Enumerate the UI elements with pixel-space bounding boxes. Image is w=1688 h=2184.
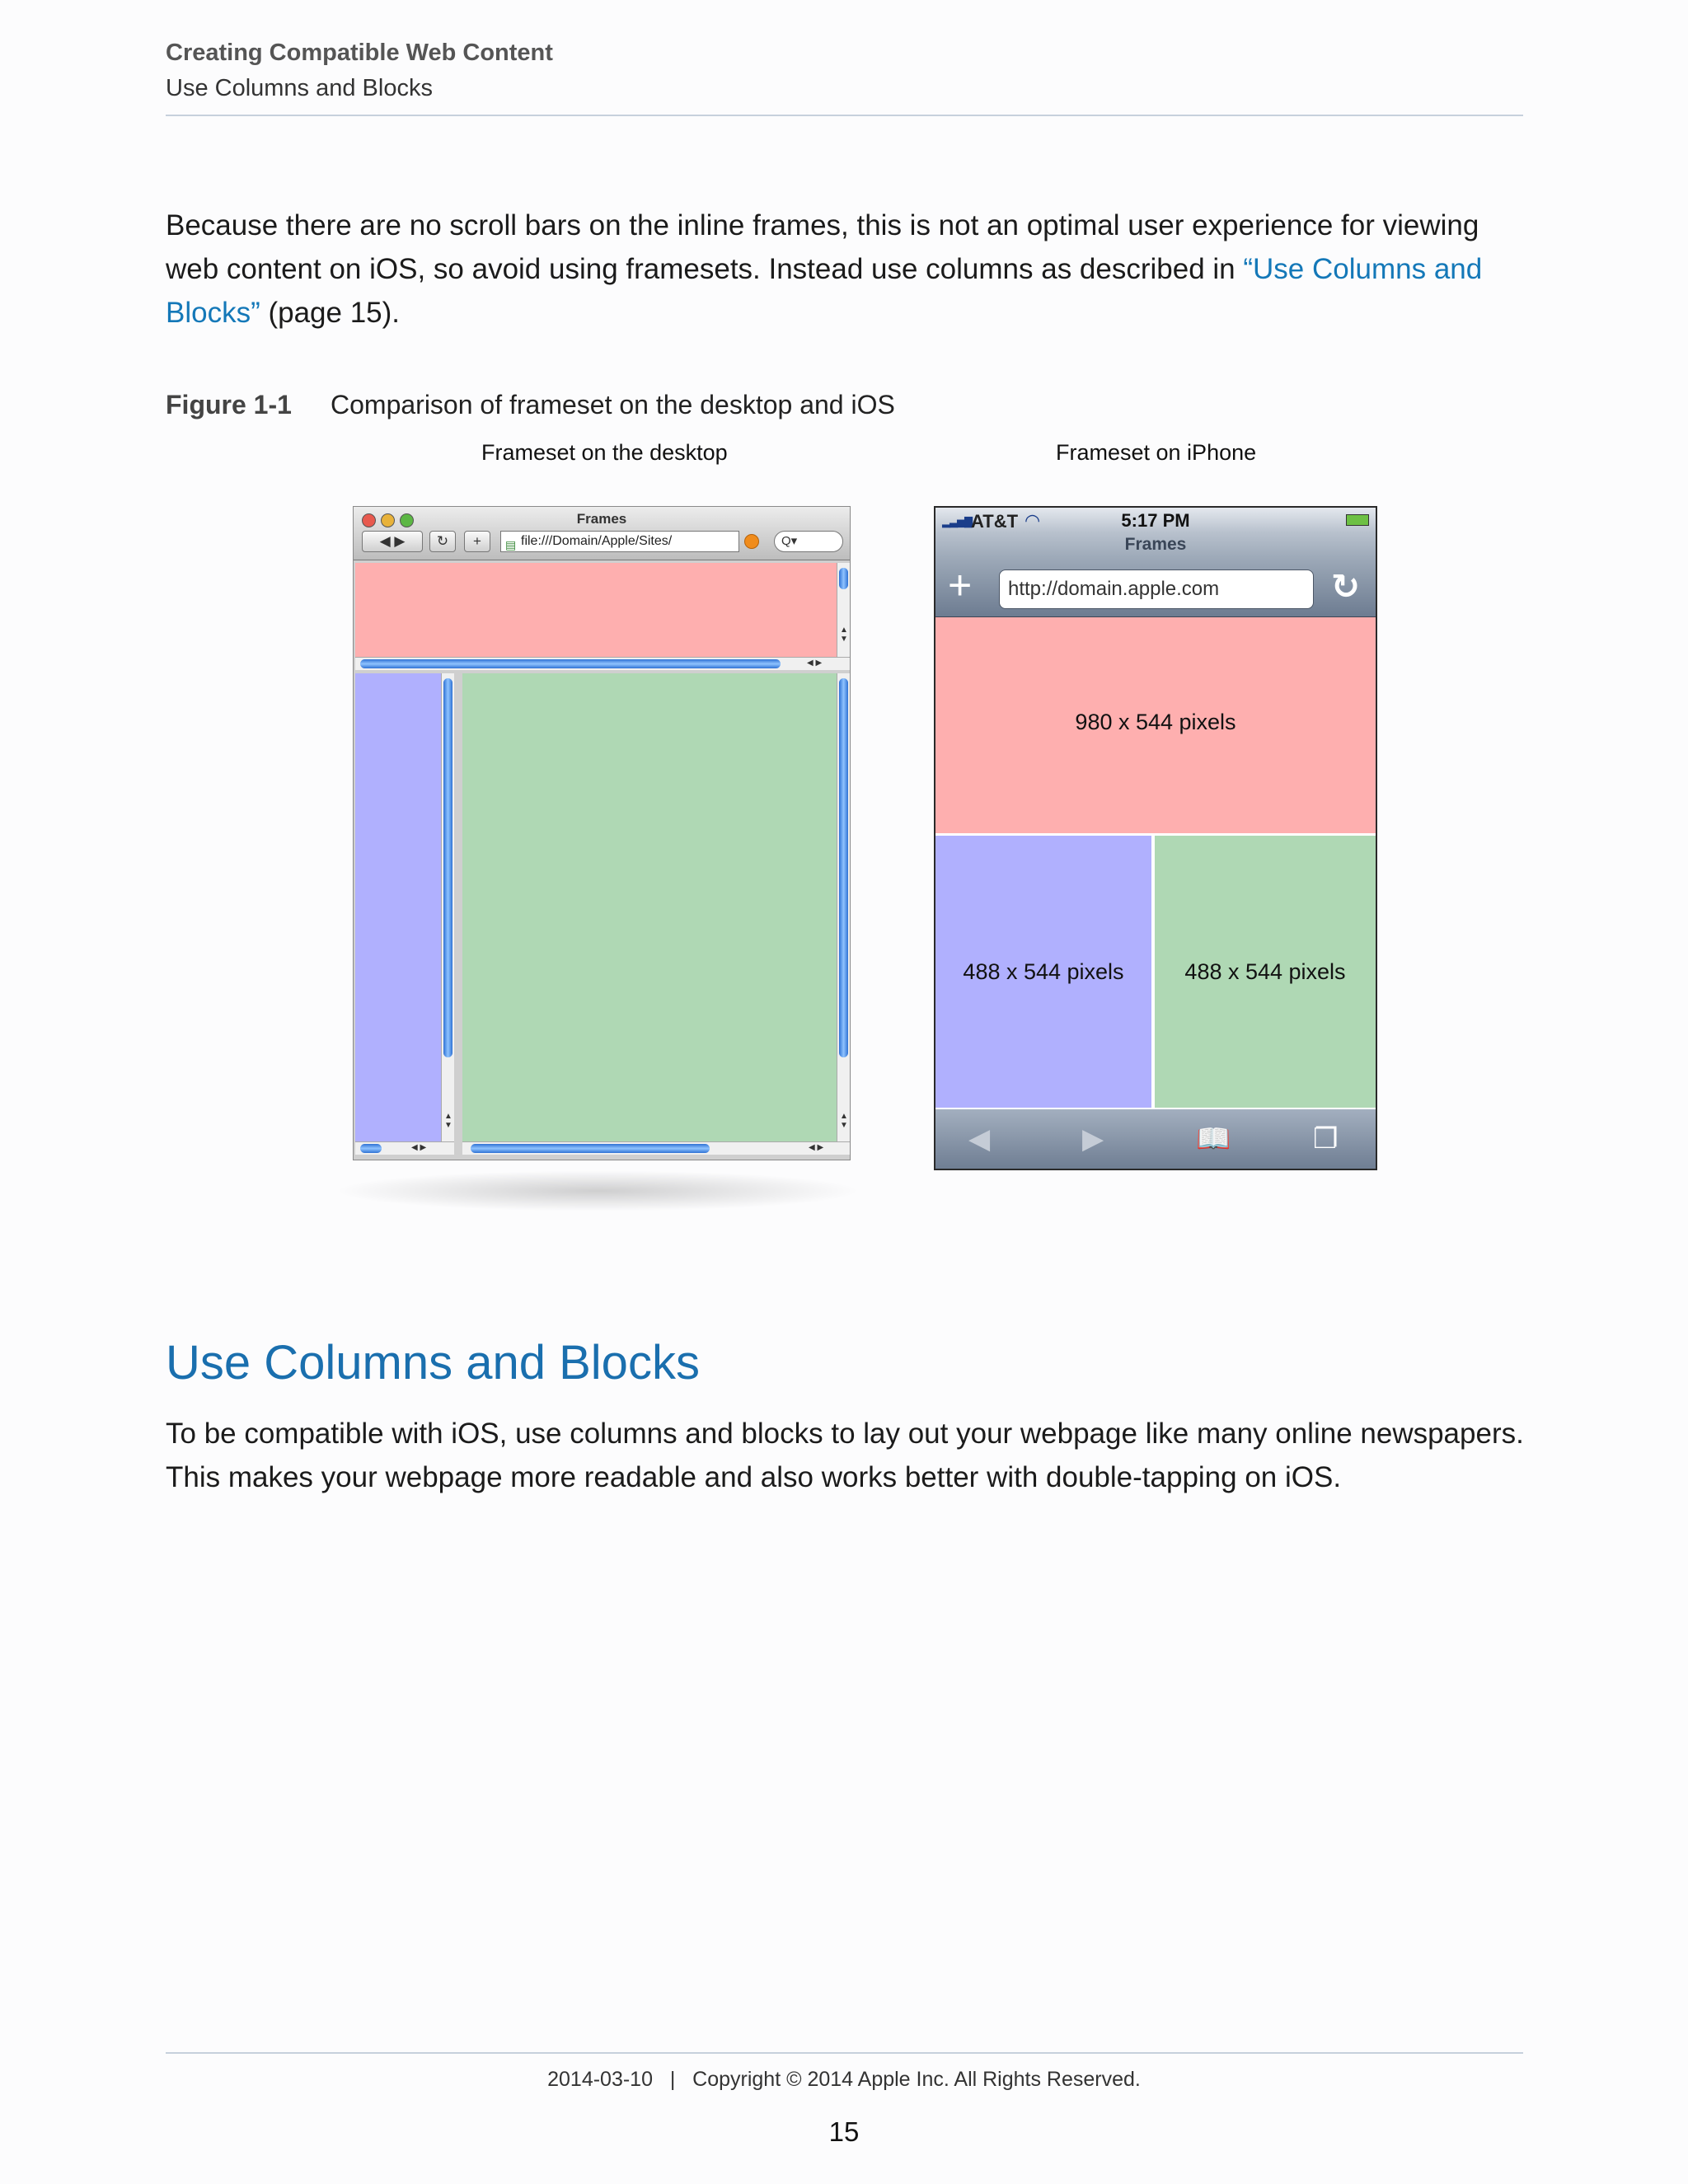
add-icon: + — [948, 562, 973, 608]
left-frame-size-label: 488 x 544 pixels — [963, 959, 1124, 984]
forward-arrow-icon: ▶ — [1082, 1123, 1104, 1155]
figure-number: Figure 1-1 — [166, 390, 292, 419]
main-frame-vscroll-thumb — [839, 678, 848, 1057]
iphone-right-frame — [1155, 836, 1376, 1108]
iphone-title-bar — [935, 532, 1376, 557]
scroll-arrows-icon: ▲ ▼ — [840, 626, 848, 644]
battery-icon — [1346, 514, 1369, 526]
iphone-status-bar — [935, 508, 1376, 532]
back-arrow-icon: ◀ — [968, 1123, 991, 1155]
scroll-arrows-icon: ▲ ▼ — [840, 1112, 848, 1130]
main-frame-vscroll — [837, 673, 850, 1141]
desktop-url-text: file:///Domain/Apple/Sites/ — [521, 534, 673, 548]
desktop-search-field: Q▾ — [774, 531, 843, 552]
header-divider — [166, 115, 1523, 116]
page-number: 15 — [828, 2116, 860, 2147]
reload-icon: ↻ — [429, 531, 456, 552]
iphone-url-bar — [935, 557, 1376, 617]
left-frame-hscroll-thumb — [360, 1144, 382, 1153]
iphone-page-title: Frames — [1124, 535, 1187, 554]
status-time: 5:17 PM — [1121, 510, 1190, 531]
desktop-main-frame — [462, 673, 837, 1141]
section-paragraph: To be compatible with iOS, use columns and blocks to lay out your webpage like many online newspapers. This makes your webpage more readable and also works better with double-tapping on iOS. — [166, 1418, 1524, 1493]
main-frame-hscroll — [462, 1141, 850, 1155]
top-frame-hscroll-thumb — [360, 659, 781, 668]
main-frame-hscroll-thumb — [471, 1144, 710, 1153]
bookmarks-icon: 📖 — [1196, 1123, 1231, 1155]
use-columns-link[interactable]: “Use Columns and Blocks” — [166, 253, 1483, 329]
top-frame-vscroll — [837, 563, 850, 657]
iphone-screen — [934, 506, 1377, 1170]
iphone-url-field: http://domain.apple.com — [999, 569, 1314, 609]
iphone-top-frame — [935, 617, 1376, 833]
iphone-toolbar — [935, 1109, 1376, 1169]
rss-icon — [744, 534, 759, 549]
desktop-left-frame — [355, 673, 441, 1141]
signal-icon: ▂▃▅▇ — [942, 515, 972, 527]
figure-caption-text: Comparison of frameset on the desktop and iOS — [331, 390, 895, 419]
section-title: Use Columns and Blocks — [166, 1336, 700, 1390]
hscroll-arrows-icon: ◀ ▶ — [411, 1143, 427, 1152]
desktop-label: Frameset on the desktop — [481, 440, 728, 465]
back-forward-icon: ◀ ▶ — [362, 531, 423, 552]
add-bookmark-icon: + — [464, 531, 490, 552]
left-frame-vscroll — [441, 673, 454, 1141]
left-frame-hscroll — [355, 1141, 454, 1155]
desktop-window-shadow — [334, 1170, 861, 1212]
intro-text: Because there are no scroll bars on the inline frames, this is not an optimal user experience for viewing web content on iOS, so avoid using framesets. Instead use columns as described in — [166, 209, 1479, 285]
top-frame-size-label: 980 x 544 pixels — [1075, 710, 1236, 734]
top-frame-vscroll-thumb — [839, 568, 848, 589]
left-frame-vscroll-thumb — [443, 678, 452, 1057]
desktop-toolbar — [354, 507, 850, 560]
pages-icon: ❐ — [1313, 1123, 1339, 1155]
footer-divider — [166, 2052, 1523, 2054]
footer-copyright: 2014-03-10 | Copyright © 2014 Apple Inc. All Rights Reserved. — [547, 2068, 1141, 2091]
file-icon: ▤ — [505, 538, 517, 551]
wifi-icon: ◠ — [1025, 510, 1041, 531]
top-frame-hscroll — [355, 657, 850, 670]
intro-paragraph — [166, 204, 1526, 335]
book-title: Creating Compatible Web Content — [166, 40, 553, 66]
desktop-url-field — [500, 531, 739, 552]
desktop-browser-window — [353, 506, 851, 1160]
reload-icon: ↻ — [1331, 567, 1361, 606]
iphone-label: Frameset on iPhone — [1056, 440, 1257, 465]
right-frame-size-label: 488 x 544 pixels — [1184, 959, 1346, 984]
carrier-name: AT&T — [971, 511, 1019, 532]
hscroll-arrows-icon: ◀ ▶ — [807, 658, 823, 668]
iphone-left-frame — [935, 836, 1151, 1108]
desktop-top-frame — [355, 563, 837, 657]
chapter-title: Use Columns and Blocks — [166, 75, 433, 101]
figure-caption — [166, 390, 895, 420]
intro-text-end: (page 15). — [260, 297, 401, 329]
desktop-window-title: Frames — [576, 511, 627, 527]
scroll-arrows-icon: ▲ ▼ — [444, 1112, 452, 1130]
hscroll-arrows-icon: ◀ ▶ — [809, 1143, 824, 1152]
